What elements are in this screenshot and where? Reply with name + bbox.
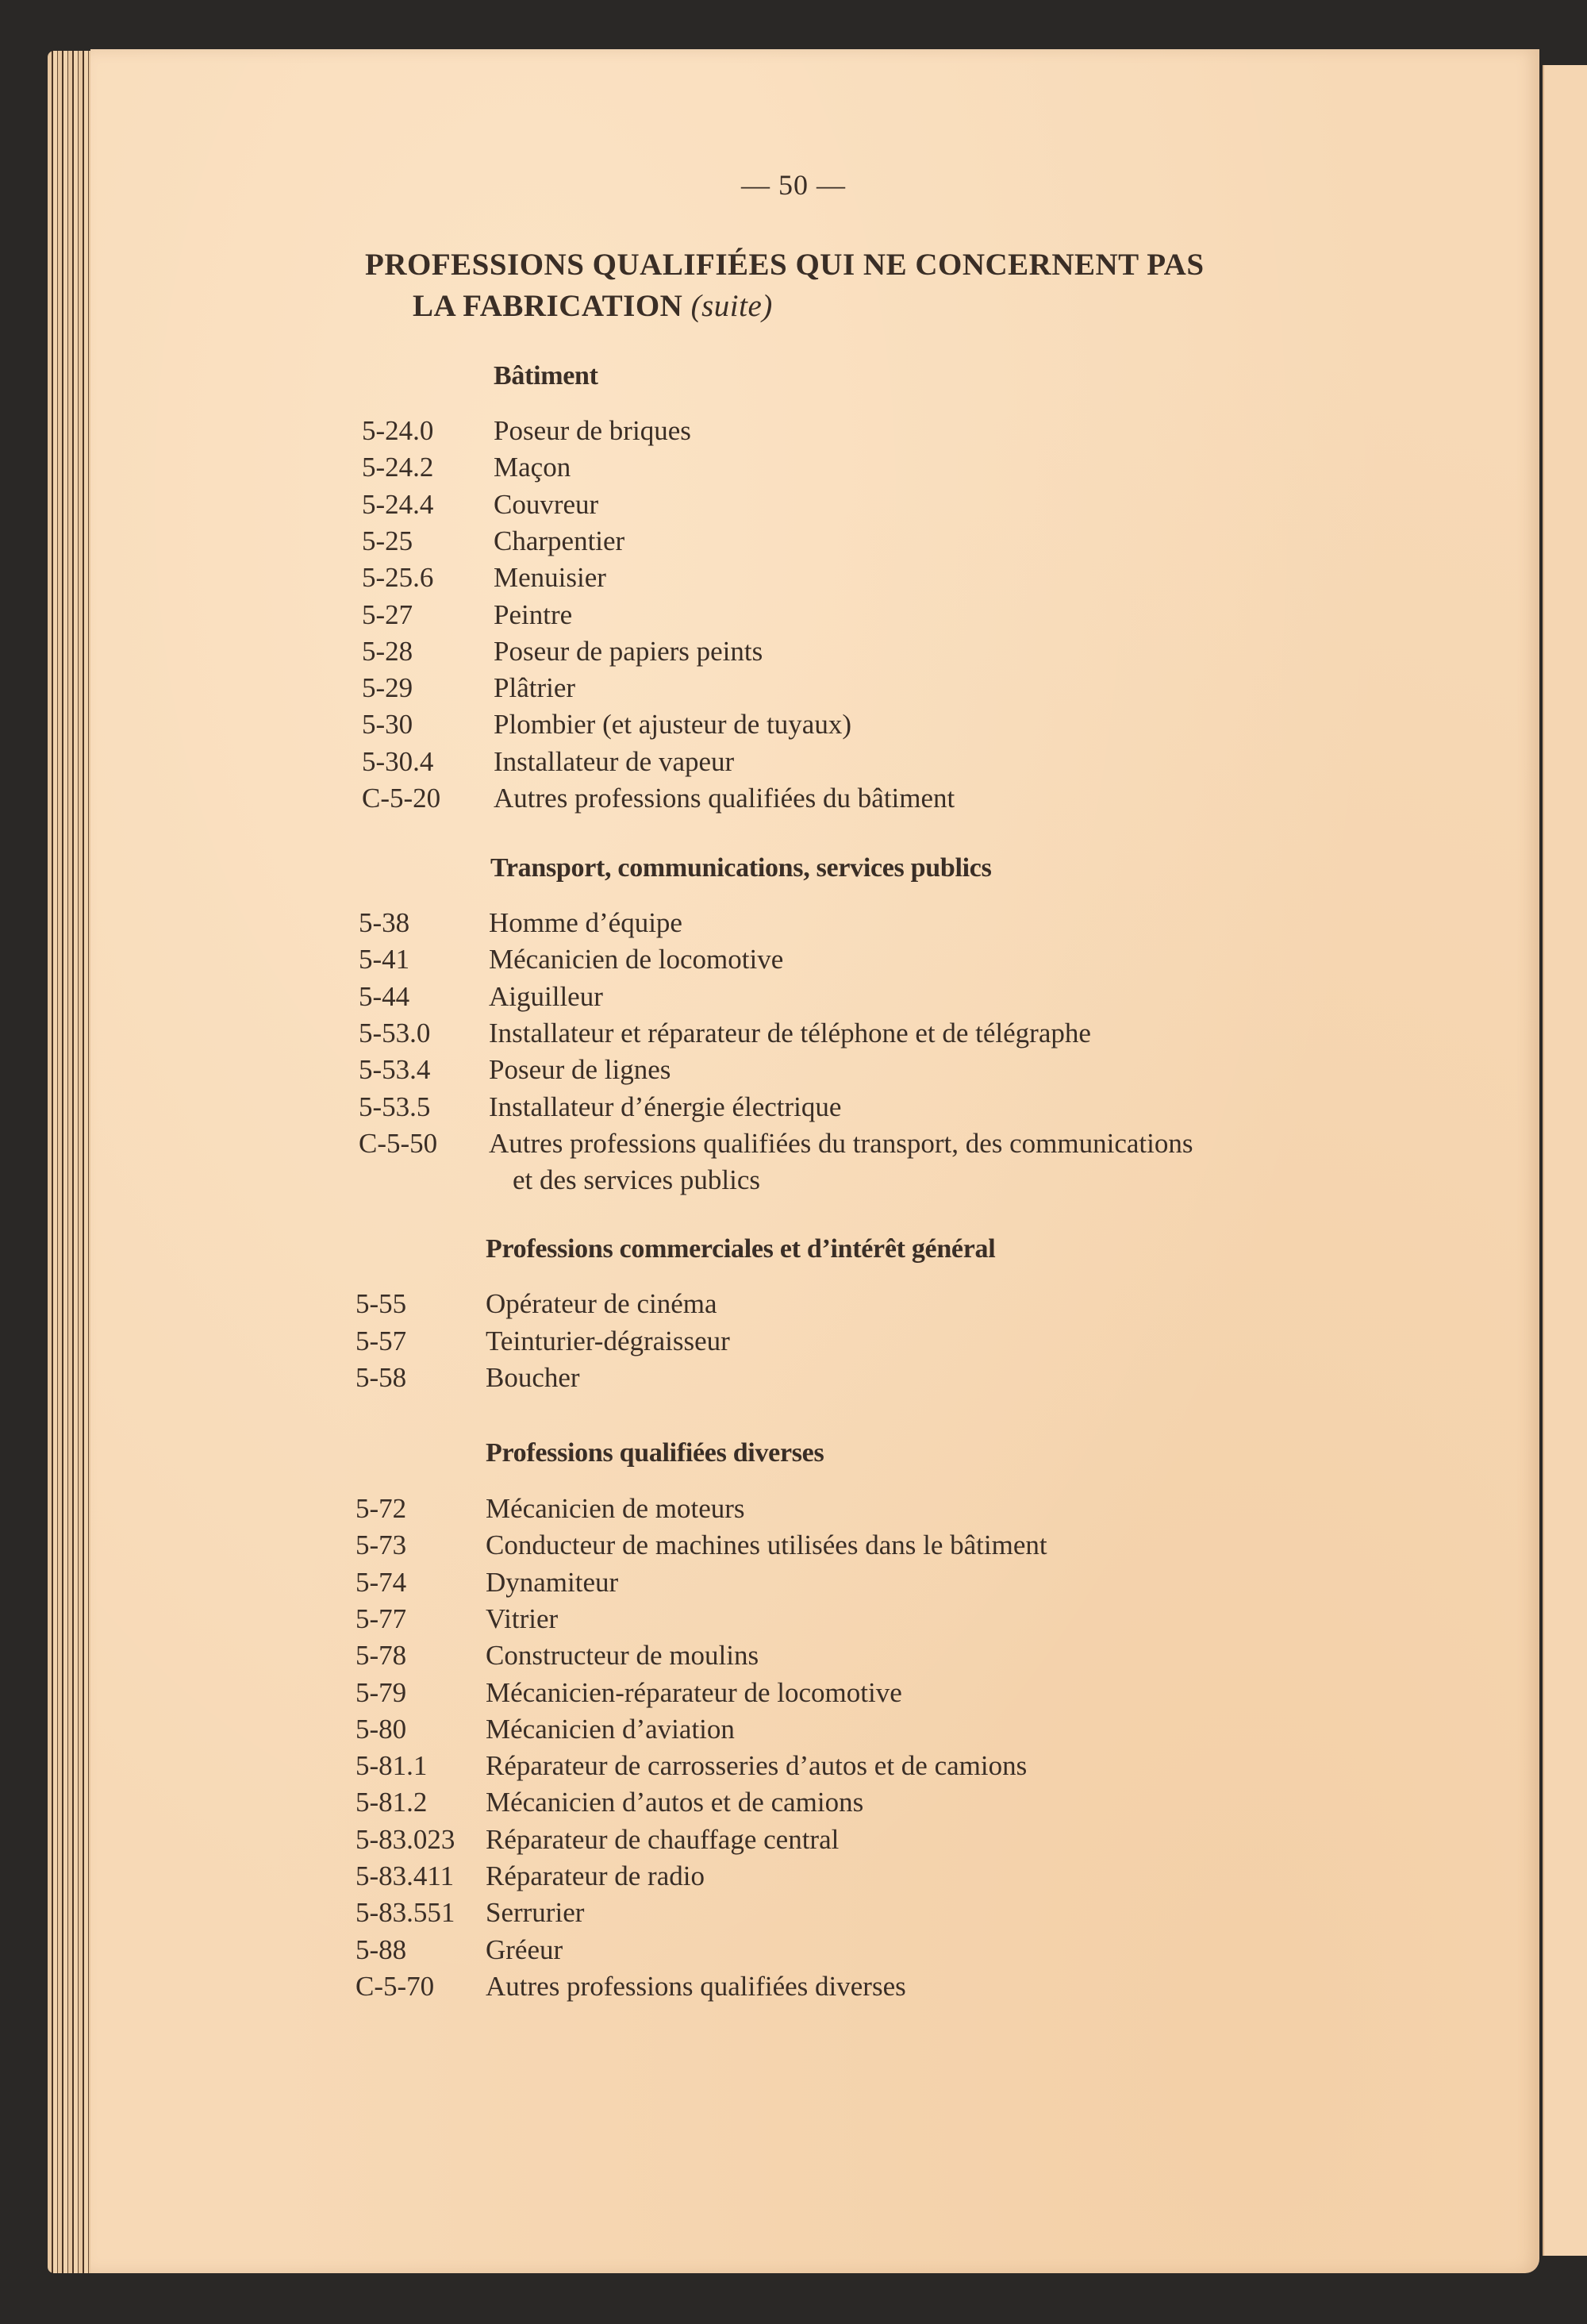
occupation-code: 5-44 bbox=[359, 980, 410, 1012]
occupation-label: Plombier (et ajusteur de tuyaux) bbox=[494, 709, 851, 741]
occupation-code: 5-83.411 bbox=[355, 1860, 455, 1891]
occupation-code: 5-25.6 bbox=[362, 562, 434, 594]
occupation-label: Autres professions qualifiées diverses bbox=[486, 1970, 906, 2002]
occupation-label: Réparateur de carrosseries d’autos et de camions bbox=[486, 1750, 1028, 1782]
occupation-code: 5-83.551 bbox=[355, 1897, 455, 1929]
occupation-code: 5-27 bbox=[362, 598, 413, 630]
occupation-code: 5-58 bbox=[355, 1362, 407, 1393]
occupation-code: 5-83.023 bbox=[355, 1823, 455, 1855]
occupation-label: Installateur et réparateur de téléphone et de télégraphe bbox=[489, 1017, 1091, 1048]
occupation-code: 5-72 bbox=[355, 1493, 407, 1524]
occupation-label: Mécanicien de moteurs bbox=[486, 1493, 745, 1524]
occupation-label: Dynamiteur bbox=[486, 1566, 619, 1598]
occupation-code: 5-41 bbox=[359, 944, 410, 975]
occupation-code: 5-73 bbox=[355, 1529, 407, 1561]
occupation-label: Gréeur bbox=[486, 1933, 563, 1965]
occupation-code: 5-80 bbox=[355, 1713, 407, 1745]
occupation-label: Conducteur de machines utilisées dans le bâtiment bbox=[486, 1529, 1047, 1561]
page-number: — 50 — bbox=[741, 169, 846, 201]
occupation-label: Maçon bbox=[494, 452, 571, 483]
occupation-code: 5-28 bbox=[362, 635, 413, 667]
occupation-code: 5-25 bbox=[362, 525, 413, 556]
occupation-code: 5-53.5 bbox=[359, 1091, 431, 1122]
occupation-code: C-5-70 bbox=[355, 1970, 435, 2002]
occupation-label: Constructeur de moulins bbox=[486, 1640, 759, 1672]
occupation-label: Mécanicien d’autos et de camions bbox=[486, 1787, 864, 1818]
occupation-code: 5-79 bbox=[355, 1676, 407, 1708]
section-heading: Bâtiment bbox=[494, 361, 598, 391]
occupation-label: Poseur de papiers peints bbox=[494, 635, 763, 667]
title-suite: (suite) bbox=[690, 289, 773, 323]
occupation-label: Vitrier bbox=[486, 1603, 559, 1634]
occupation-label: Autres professions qualifiées du bâtiment bbox=[494, 783, 955, 814]
occupation-label: Teinturier-dégraisseur bbox=[486, 1325, 730, 1356]
occupation-label: Réparateur de chauffage central bbox=[486, 1823, 840, 1855]
occupation-label-continuation: et des services publics bbox=[513, 1164, 760, 1195]
occupation-label: Autres professions qualifiées du transport, des communications bbox=[489, 1127, 1193, 1159]
occupation-label: Installateur d’énergie électrique bbox=[489, 1091, 842, 1122]
section-heading: Professions qualifiées diverses bbox=[486, 1438, 824, 1468]
occupation-label: Poseur de lignes bbox=[489, 1054, 671, 1086]
occupation-label: Serrurier bbox=[486, 1897, 585, 1929]
occupation-label: Opérateur de cinéma bbox=[486, 1288, 717, 1319]
occupation-code: 5-78 bbox=[355, 1640, 407, 1672]
occupation-label: Plâtrier bbox=[494, 672, 576, 704]
occupation-label: Couvreur bbox=[494, 488, 599, 520]
occupation-label: Peintre bbox=[494, 598, 573, 630]
occupation-code: C-5-20 bbox=[362, 783, 441, 814]
occupation-code: 5-81.1 bbox=[355, 1750, 428, 1782]
occupation-code: 5-30.4 bbox=[362, 745, 434, 777]
occupation-code: 5-24.4 bbox=[362, 488, 434, 520]
occupation-code: 5-24.2 bbox=[362, 452, 434, 483]
occupation-code: 5-74 bbox=[355, 1566, 407, 1598]
occupation-code: 5-57 bbox=[355, 1325, 407, 1356]
section-heading: Transport, communications, services publics bbox=[490, 853, 992, 883]
occupation-label: Installateur de vapeur bbox=[494, 745, 735, 777]
occupation-code: 5-38 bbox=[359, 907, 410, 938]
occupation-label: Mécanicien de locomotive bbox=[489, 944, 784, 975]
occupation-code: 5-77 bbox=[355, 1603, 407, 1634]
occupation-label: Mécanicien d’aviation bbox=[486, 1713, 735, 1745]
occupation-code: 5-88 bbox=[355, 1933, 407, 1965]
occupation-label: Mécanicien-réparateur de locomotive bbox=[486, 1676, 902, 1708]
occupation-code: C-5-50 bbox=[359, 1127, 438, 1159]
occupation-code: 5-53.0 bbox=[359, 1017, 431, 1048]
occupation-code: 5-81.2 bbox=[355, 1787, 428, 1818]
occupation-code: 5-55 bbox=[355, 1288, 407, 1319]
occupation-code: 5-29 bbox=[362, 672, 413, 704]
occupation-label: Poseur de briques bbox=[494, 415, 691, 446]
occupation-code: 5-53.4 bbox=[359, 1054, 431, 1086]
occupation-code: 5-24.0 bbox=[362, 415, 434, 446]
occupation-label: Menuisier bbox=[494, 562, 606, 594]
occupation-label: Boucher bbox=[486, 1362, 580, 1393]
occupation-code: 5-30 bbox=[362, 709, 413, 741]
occupation-label: Aiguilleur bbox=[489, 980, 603, 1012]
occupation-label: Charpentier bbox=[494, 525, 625, 556]
occupation-label: Homme d’équipe bbox=[489, 907, 682, 938]
title-line-1: PROFESSIONS QUALIFIÉES QUI NE CONCERNENT PAS bbox=[365, 248, 1205, 282]
title-line-2-text: LA FABRICATION bbox=[413, 289, 683, 323]
occupation-label: Réparateur de radio bbox=[486, 1860, 705, 1891]
section-heading: Professions commerciales et d’intérêt général bbox=[486, 1234, 996, 1264]
